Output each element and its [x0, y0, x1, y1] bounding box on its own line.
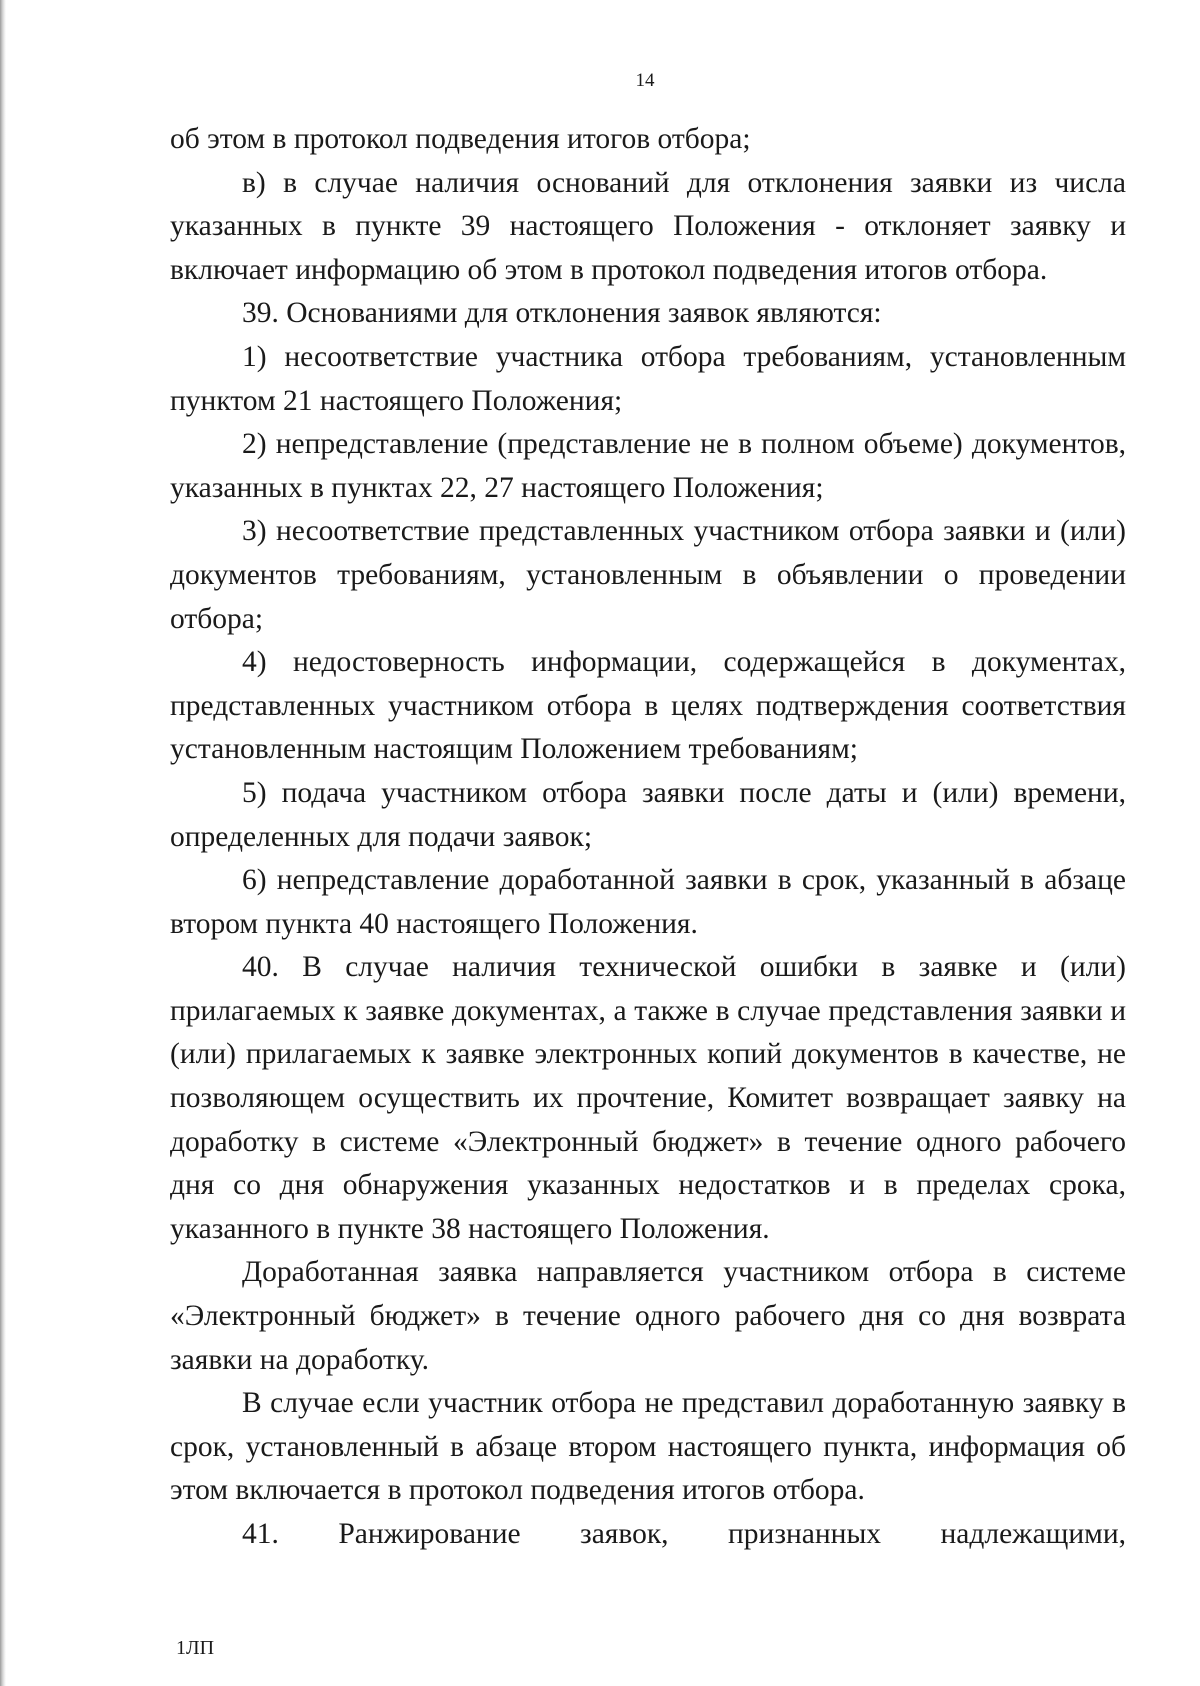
- document-body: [170, 118, 1126, 1557]
- paragraph: 39. Основаниями для отклонения заявок являются:: [242, 297, 882, 330]
- paragraph: В случае если участник отбора не представил доработанную заявку в срок, установленный в абзаце втором настоящего пункта, информация об этом включается в протокол подведения итогов отбора.: [170, 1387, 1126, 1507]
- paragraph: в) в случае наличия оснований для отклонения заявки из числа указанных в пункте 39 настоящего Положения - отклоняет заявку и включает информацию об этом в протокол подведения итогов отбора.: [170, 166, 1126, 286]
- paragraph: Доработанная заявка направляется участником отбора в системе «Электронный бюджет» в течение одного рабочего дня со дня возврата заявки на доработку.: [170, 1256, 1126, 1376]
- paragraph: 4) недостоверность информации, содержащейся в документах, представленных участником отбора в целях подтверждения соответствия установленным настоящим Положением требованиям;: [170, 646, 1126, 766]
- footer-mark: 1ЛП: [176, 1637, 215, 1659]
- paragraph: об этом в протокол подведения итогов отбора;: [170, 123, 751, 155]
- paragraph: 1) несоответствие участника отбора требованиям, установленным пунктом 21 настоящего Положения;: [170, 340, 1126, 417]
- paragraph: 6) непредставление доработанной заявки в срок, указанный в абзаце втором пункта 40 настоящего Положения.: [170, 864, 1126, 940]
- paragraph: 3) несоответствие представленных участником отбора заявки и (или) документов требованиям, установленным в объявлении о проведении отбора;: [170, 515, 1126, 635]
- paragraph: 2) непредставление (представление не в полном объеме) документов, указанных в пунктах 22, 27 настоящего Положения;: [170, 428, 1126, 504]
- paragraph: 5) подача участником отбора заявки после даты и (или) времени, определенных для подачи заявок;: [170, 776, 1126, 853]
- page-number: 14: [635, 70, 655, 91]
- paragraph: 41. Ранжирование заявок, признанных надлежащими,: [242, 1518, 1126, 1550]
- scan-edge: [0, 0, 6, 1686]
- paragraph: 40. В случае наличия технической ошибки в заявке и (или) прилагаемых к заявке документах, а также в случае представления заявки и (или) прилагаемых к заявке электронных копий документов в качестве, не позволяющем осуществить их прочтение, Комитет возвращает заявку на доработку в системе «Электронный бюджет» в течение одного рабочего дня со дня обнаружения указанных недостатков и в пределах срока, указанного в пункте 38 настоящего Положения.: [170, 951, 1126, 1245]
